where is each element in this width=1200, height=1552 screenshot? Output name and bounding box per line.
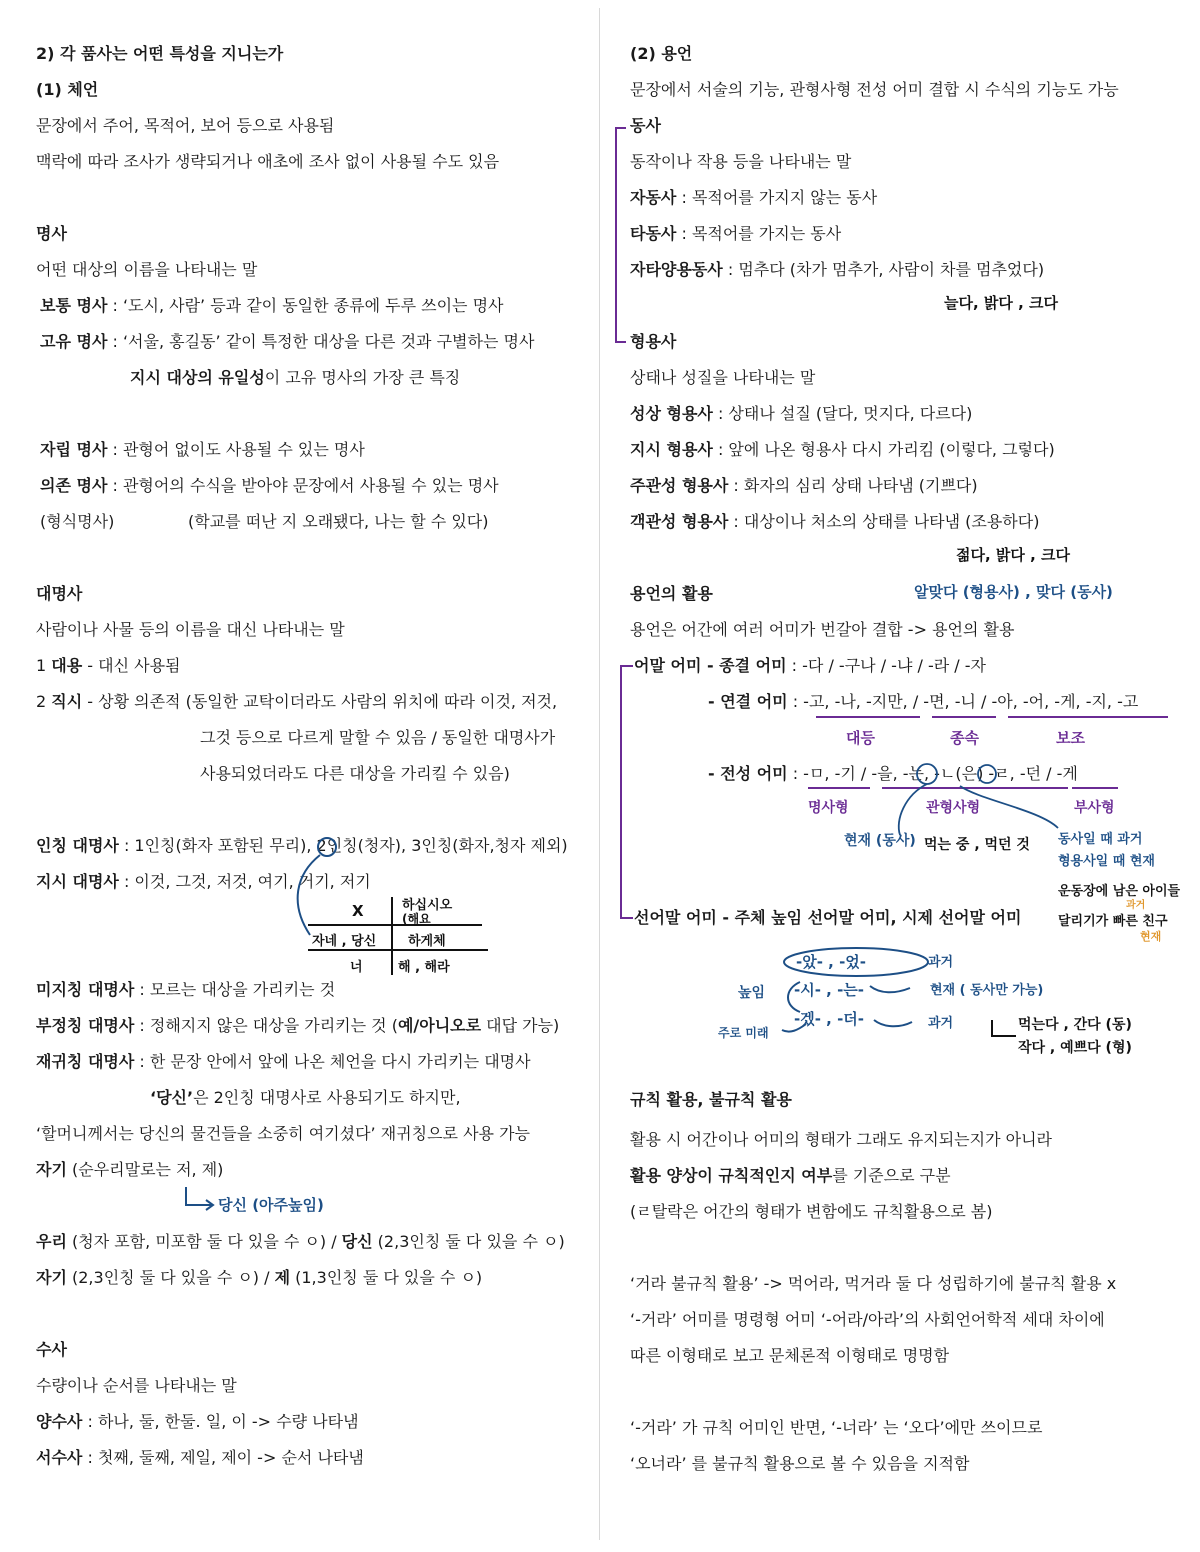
table-top-right: 하십시오 — [402, 898, 453, 913]
connective-type-1: 대등 — [846, 729, 875, 747]
pronoun-item-1: 1 대용 - 대신 사용됨 — [36, 656, 181, 675]
adj-present-note: 형용사일 때 현재 — [1058, 854, 1155, 869]
regular-line-2: 활용 양상이 규칙적인지 여부를 기준으로 구분 — [630, 1166, 951, 1185]
cheeon-heading: (1) 체언 — [36, 80, 99, 99]
pronoun-item-2: 2 직시 - 상황 의존적 (동일한 교탁이더라도 사람의 위치에 따라 이것, 저것, — [36, 692, 558, 711]
example-verbs: 먹는다 , 간다 (동) — [1018, 1017, 1132, 1033]
regular-line-4: ‘거라 불규칙 활용’ -> 먹어라, 먹거라 둘 다 성립하기에 불규칙 활용 x — [630, 1274, 1117, 1293]
connective-type-2: 종속 — [950, 729, 979, 747]
we-you-pronoun: 우리 (청자 포함, 미포함 둘 다 있을 수 ㅇ) / 당신 (2,3인칭 둘 다 있을 수 ㅇ) — [36, 1232, 565, 1251]
transform-type-3: 부사형 — [1074, 800, 1115, 816]
future-label: 주로 미래 — [718, 1026, 769, 1040]
column-divider — [599, 8, 600, 1540]
transform-type-1: 명사형 — [808, 800, 849, 816]
si-tag: 현재 ( 동사만 가능) — [930, 983, 1044, 998]
transform-type-2: 관형사형 — [926, 800, 981, 816]
ergative-verb: 자타양용동사 : 멈추다 (차가 멈추가, 사람이 차를 멈추었다) — [630, 260, 1045, 279]
gess-endings: -겠- , -더- — [794, 1010, 865, 1028]
table-x: X — [352, 902, 364, 920]
regular-line-6: 따른 이형태로 보고 문체론적 이형태로 명명함 — [630, 1346, 950, 1365]
reflexive-pronoun: 재귀칭 대명사 : 한 문장 안에서 앞에 나온 체언을 다시 가리키는 대명사 — [36, 1052, 531, 1071]
ordinal-numeral: 서수사 : 첫째, 둘째, 제일, 제이 -> 순서 나타냄 — [36, 1448, 364, 1467]
noun-heading: 명사 — [36, 224, 67, 243]
transformative-ending: - 전성 어미 : -ㅁ, -기 / -을, -는, -ㄴ(은) -ㄹ, -던 / -게 — [708, 764, 1078, 783]
reflexive-example: ‘할머니께서는 당신의 물건들을 소중히 여기셨다’ 재귀칭으로 사용 가능 — [36, 1124, 530, 1143]
verb-past-note: 동사일 때 과거 — [1058, 832, 1143, 847]
past-tag: 과거 — [928, 955, 954, 970]
sense-adjective: 성상 형용사 : 상태나 설질 (달다, 멋지다, 다르다) — [630, 404, 973, 423]
table-mid-right: 하게체 — [408, 934, 446, 949]
objective-adjective: 객관성 형용사 : 대상이나 처소의 상태를 나타냄 (조용하다) — [630, 512, 1040, 531]
honorific-label: 높임 — [738, 985, 766, 1001]
formal-noun-label: (형식명사) — [40, 512, 115, 531]
personal-pronoun: 인칭 대명사 : 1인칭(화자 포함된 무리), 2인칭(청자), 3인칭(화자,청자 제외) — [36, 836, 568, 855]
example-line-1: 운동장에 남은 아이들 — [1058, 884, 1181, 899]
numeral-desc: 수량이나 순서를 나타내는 말 — [36, 1376, 237, 1395]
regular-heading: 규칙 활용, 불규칙 활용 — [630, 1090, 792, 1109]
regular-line-7: ‘-거라’ 가 규칙 어미인 반면, ‘-너라’ 는 ‘오다’에만 쓰이므로 — [630, 1418, 1043, 1437]
formal-noun-example: (학교를 떠난 지 오래됐다, 나는 할 수 있다) — [188, 512, 489, 531]
ending-bracket — [615, 660, 640, 925]
yongeon-heading: (2) 용언 — [630, 44, 693, 63]
self-je-pronoun: 자기 (2,3인칭 둘 다 있을 수 ㅇ) / 제 (1,3인칭 둘 다 있을 수 ㅇ) — [36, 1268, 483, 1287]
proper-noun: 고유 명사 : ‘서울, 홍길동’ 같이 특정한 대상을 다른 것과 구별하는 명사 — [40, 332, 535, 351]
adjective-desc: 상태나 성질을 나타내는 말 — [630, 368, 816, 387]
dependent-noun: 의존 명사 : 관형어의 수식을 받아야 문장에서 사용될 수 있는 명사 — [40, 476, 499, 495]
example-present-tag: 현재 — [1140, 930, 1162, 943]
gess-tag: 과거 — [928, 1016, 954, 1031]
pronoun-heading: 대명사 — [36, 584, 83, 603]
section-title: 2) 각 품사는 어떤 특성을 지니는가 — [36, 44, 284, 63]
adjective-examples: 젊다, 밝다 , 크다 — [956, 546, 1071, 564]
regular-line-3: (ㄹ탈락은 어간의 형태가 변함에도 규칙활용으로 봄) — [630, 1202, 993, 1221]
pronoun-item-2-cont-1: 그것 등으로 다르게 말할 수 있음 / 동일한 대명사가 — [200, 728, 556, 747]
subjective-adjective: 주관성 형용사 : 화자의 심리 상태 나타냄 (기쁘다) — [630, 476, 978, 495]
regular-line-5: ‘-거라’ 어미를 명령형 어미 ‘-어라/아라’의 사회언어학적 세대 차이에 — [630, 1310, 1105, 1329]
meokneun-example: 먹는 중 , 먹던 것 — [924, 837, 1030, 853]
table-bot-left: 너 — [350, 960, 363, 975]
numeral-heading: 수사 — [36, 1340, 67, 1359]
self-arrow-drawing — [180, 1185, 220, 1217]
common-noun: 보통 명사 : ‘도시, 사람’ 등과 같이 동일한 종류에 두루 쓰이는 명사 — [40, 296, 504, 315]
noun-desc: 어떤 대상의 이름을 나타내는 말 — [36, 260, 258, 279]
example-past-tag: 과거 — [1126, 900, 1146, 911]
regular-line-8: ‘오너라’ 를 불규칙 활용으로 볼 수 있음을 지적함 — [630, 1454, 970, 1473]
prefinal-ending: 선어말 어미 - 주체 높임 선어말 어미, 시제 선어말 어미 — [634, 908, 1022, 927]
honorific-table-drawing — [290, 835, 500, 980]
table-top-right-2: (해요 — [402, 912, 431, 926]
ergative-examples: 늘다, 밝다 , 크다 — [944, 294, 1059, 312]
past-endings: -았- , -었- — [796, 953, 867, 971]
connective-ending: - 연결 어미 : -고, -나, -지만, / -면, -니 / -아, -어, -게, -지, -고 — [708, 692, 1139, 711]
yongeon-desc: 문장에서 서술의 기능, 관형사형 전성 어미 결합 시 수식의 기능도 가능 — [630, 80, 1119, 99]
conjugation-heading: 용언의 활용 — [630, 584, 713, 603]
table-mid-left: 자네 , 당신 — [312, 934, 377, 949]
example-adjectives: 작다 , 예쁘다 (형) — [1018, 1040, 1132, 1056]
cardinal-numeral: 양수사 : 하나, 둘, 한둘. 일, 이 -> 수량 나타냄 — [36, 1412, 359, 1431]
final-ending: 어말 어미 - 종결 어미 : -다 / -구나 / -냐 / -라 / -자 — [634, 656, 986, 675]
verb-adjective-bracket — [610, 120, 640, 350]
self-pronoun: 자기 (순우리말로는 저, 제) — [36, 1160, 224, 1179]
present-verb-note: 현재 (동사) — [844, 833, 916, 849]
cheeon-desc-1: 문장에서 주어, 목적어, 보어 등으로 사용됨 — [36, 116, 335, 135]
regular-line-1: 활용 시 어간이나 어미의 형태가 그래도 유지되는지가 아니라 — [630, 1130, 1053, 1149]
transitive-verb: 타동사 : 목적어를 가지는 동사 — [630, 224, 842, 243]
conjugation-desc: 용언은 어간에 여러 어미가 번갈아 결합 -> 용언의 활용 — [630, 620, 1015, 639]
reflexive-note: ‘당신’은 2인칭 대명사로 사용되기도 하지만, — [150, 1088, 461, 1107]
indefinite-pronoun: 부정칭 대명사 : 정해지지 않은 대상을 가리키는 것 (예/아니오로 대답 가능) — [36, 1016, 560, 1035]
independent-noun: 자립 명사 : 관형어 없이도 사용될 수 있는 명사 — [40, 440, 365, 459]
intransitive-verb: 자동사 : 목적어를 가지지 않는 동사 — [630, 188, 878, 207]
verb-desc: 동작이나 작용 등을 나타내는 말 — [630, 152, 852, 171]
connective-underlines — [810, 712, 1175, 722]
demonstrative-adjective: 지시 형용사 : 앞에 나온 형용사 다시 가리킴 (이렇다, 그렇다) — [630, 440, 1055, 459]
proper-noun-note: 지시 대상의 유일성이 고유 명사의 가장 큰 특징 — [130, 368, 461, 387]
demonstrative-pronoun: 지시 대명사 : 이것, 그것, 저것, 여기, 거기, 저기 — [36, 872, 371, 891]
example-line-2: 달리기가 빠른 친구 — [1058, 914, 1168, 929]
almatda-note: 알맞다 (형용사) , 맞다 (동사) — [914, 583, 1113, 601]
cheeon-desc-2: 맥락에 따라 조사가 생략되거나 애초에 조사 없이 사용될 수도 있음 — [36, 152, 500, 171]
table-bot-right: 해 , 해라 — [398, 960, 450, 975]
interrogative-pronoun: 미지칭 대명사 : 모르는 대상을 가리키는 것 — [36, 980, 336, 999]
si-endings: -시- , -는- — [794, 981, 865, 999]
adjective-heading: 형용사 — [630, 332, 677, 351]
pronoun-item-2-cont-2: 사용되었더라도 다른 대상을 가리킬 수 있음) — [200, 764, 510, 783]
connective-type-3: 보조 — [1056, 729, 1085, 747]
pronoun-desc: 사람이나 사물 등의 이름을 대신 나타내는 말 — [36, 620, 345, 639]
verb-heading: 동사 — [630, 116, 661, 135]
self-arrow-note: 당신 (아주높임) — [218, 1196, 324, 1214]
